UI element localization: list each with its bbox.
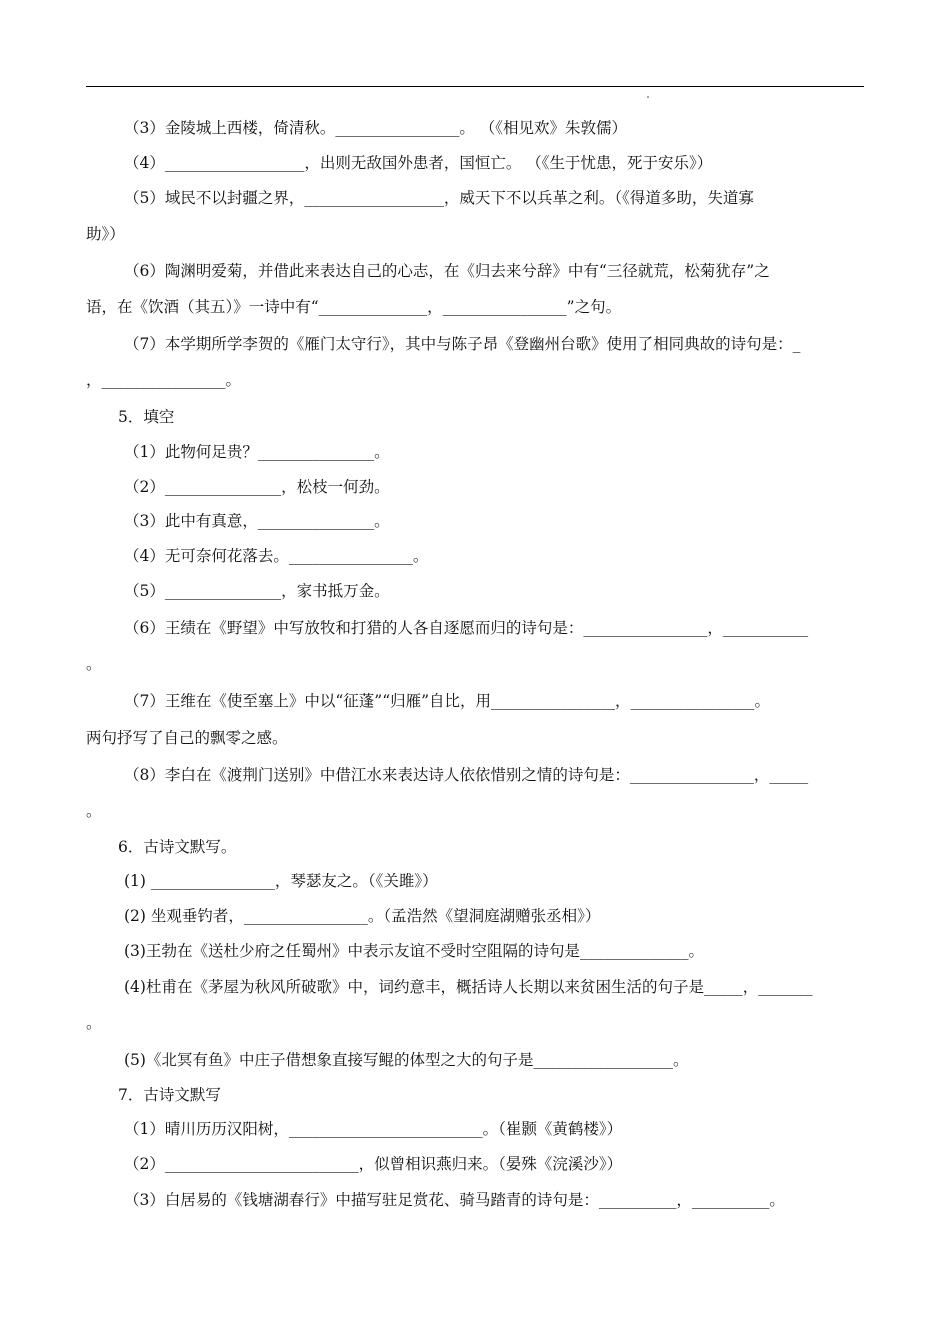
q5-7-cont: 两句抒写了自己的飘零之感。 [86,729,288,747]
q4-7-cont: ，________________。 [86,371,242,389]
q6-1: (1) ________________，琴瑟友之。（《关雎》） [124,872,438,890]
q4-6-cont: 语，在《饮酒（其五）》一诗中有“______________，________________”之句。 [86,298,622,316]
q7-2: （2）_________________________，似曾相识燕归来。（晏殊《浣溪沙》） [124,1155,623,1173]
q4-4: （4）__________________，出则无敌国外患者，国恒亡。 （《生于忧患，死于安乐》） [124,154,713,172]
q6-4-cont: 。 [86,1014,102,1032]
q4-5-cont: 助》） [86,225,125,243]
section-7-heading: 7．古诗文默写 [118,1086,221,1104]
q6-2: (2) 坐观垂钓者，________________。（孟浩然《望洞庭湖赠张丞相》） [124,907,601,925]
q5-3: （3）此中有真意，_______________。 [124,512,390,530]
q6-5: (5)《北冥有鱼》中庄子借想象直接写鲲的体型之大的句子是__________________。 [124,1051,689,1069]
q5-6: （6）王绩在《野望》中写放牧和打猎的人各自逐愿而归的诗句是：________________，___________ [124,619,809,637]
q5-2: （2）_______________，松枝一何劲。 [124,478,390,496]
q4-5: （5）域民不以封疆之界，__________________，威天下不以兵革之利。（《得道多助，失道寡 [124,189,754,207]
q4-3: （3）金陵城上西楼，倚清秋。________________。 （《相见欢》朱敦儒） [124,119,628,137]
q7-1: （1）晴川历历汉阳树，_________________________。（崔颢《黄鹤楼》） [124,1120,623,1138]
section-5-heading: 5．填空 [118,408,175,426]
q5-8-cont: 。 [86,802,102,820]
section-6-heading: 6．古诗文默写。 [118,838,237,856]
q6-3: (3)王勃在《送杜少府之任蜀州》中表示友谊不受时空阻隔的诗句是______________。 [124,942,704,960]
q6-4: (4)杜甫在《茅屋为秋风所破歌》中，词约意丰，概括诗人长期以来贫困生活的句子是_____，_______ [124,978,813,996]
q5-8: （8）李白在《渡荆门送别》中借江水来表达诗人依依惜别之情的诗句是：________________，_____ [124,766,809,784]
q5-6-cont: 。 [86,655,102,673]
q4-6: （6）陶渊明爱菊，并借此来表达自己的心志，在《归去来兮辞》中有“三径就荒，松菊犹存”之 [124,262,770,280]
q5-7: （7）王维在《使至塞上》中以“征蓬”“归雁”自比，用________________，________________。 [124,692,771,710]
q5-5: （5）_______________，家书抵万金。 [124,582,390,600]
q5-1: （1）此物何足贵？_______________。 [124,443,390,461]
scan-dot [647,96,649,98]
q4-7: （7）本学期所学李贺的《雁门太守行》，其中与陈子昂《登幽州台歌》使用了相同典故的诗句是：_ [124,335,801,353]
q5-4: （4）无可奈何花落去。________________。 [124,547,429,565]
q7-3: （3）白居易的《钱塘湖春行》中描写驻足赏花、骑马踏青的诗句是：__________，__________。 [124,1191,785,1209]
header-rule [86,86,864,87]
